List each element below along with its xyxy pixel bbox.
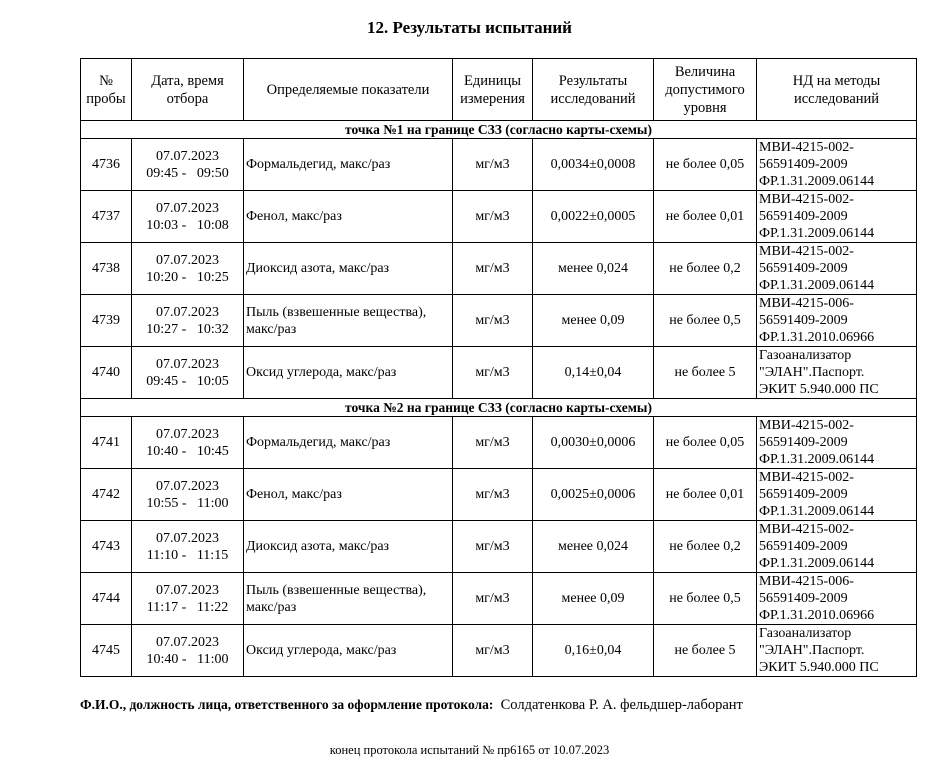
parameter — [244, 573, 453, 625]
result-value: менее 0,09 — [533, 295, 654, 347]
table-row — [81, 469, 917, 521]
header-line: Дата, время — [151, 72, 224, 89]
method-line: 56591409-2009 — [759, 539, 848, 554]
method-line: МВИ-4215-002- — [759, 244, 854, 259]
permissible-level: не более 0,05 — [654, 139, 757, 191]
permissible-level: не более 0,05 — [654, 417, 757, 469]
method-line: ФР.1.31.2009.06144 — [759, 226, 875, 241]
method-reference — [757, 243, 917, 295]
method-line: МВИ-4215-002- — [759, 140, 854, 155]
parameter — [244, 295, 453, 347]
method-line: ФР.1.31.2009.06144 — [759, 556, 875, 571]
header-line: Единицы — [463, 72, 522, 89]
sampling-date: 07.07.2023 — [156, 148, 219, 164]
parameter-line: макс/раз — [246, 321, 297, 337]
permissible-level: не более 5 — [654, 347, 757, 399]
header-line: измерения — [460, 90, 525, 107]
sampling-time: 10:55 - 11:00 — [146, 495, 229, 511]
unit: мг/м3 — [453, 469, 533, 521]
method-line: ФР.1.31.2009.06144 — [759, 452, 875, 467]
header-line: № — [99, 72, 113, 89]
header-methods — [757, 59, 917, 121]
sampling-datetime — [132, 573, 244, 625]
method-line: 56591409-2009 — [759, 487, 848, 502]
permissible-level: не более 0,2 — [654, 243, 757, 295]
header-line: пробы — [86, 90, 126, 107]
parameter-line: Фенол, макс/раз — [246, 487, 342, 502]
header-line: Результаты — [558, 72, 628, 89]
header-sampling-date — [132, 59, 244, 121]
method-reference — [757, 295, 917, 347]
permissible-level: не более 0,5 — [654, 295, 757, 347]
sampling-datetime — [132, 191, 244, 243]
parameter-line: Пыль (взвешенные вещества), — [246, 304, 427, 320]
unit: мг/м3 — [453, 295, 533, 347]
table-row — [81, 347, 917, 399]
sampling-date: 07.07.2023 — [156, 530, 219, 546]
sampling-time: 10:27 - 10:32 — [146, 321, 229, 337]
method-line: ФР.1.31.2009.06144 — [759, 278, 875, 293]
sample-number: 4744 — [81, 573, 132, 625]
method-line: МВИ-4215-006- — [759, 574, 854, 589]
header-line: Величина — [674, 63, 736, 80]
sample-number: 4741 — [81, 417, 132, 469]
method-reference — [757, 417, 917, 469]
method-line: МВИ-4215-006- — [759, 296, 854, 311]
method-line: 56591409-2009 — [759, 261, 848, 276]
sampling-datetime — [132, 295, 244, 347]
protocol-end-note: конец протокола испытаний № пр6165 от 10.07.2023 — [329, 743, 610, 757]
parameter — [244, 243, 453, 295]
header-line: исследований — [550, 90, 636, 107]
method-line: ЭКИТ 5.940.000 ПС — [759, 382, 879, 397]
method-line: ФР.1.31.2010.06966 — [759, 330, 875, 345]
parameter-line: Диоксид азота, макс/раз — [246, 261, 390, 276]
sampling-datetime — [132, 139, 244, 191]
method-line: МВИ-4215-002- — [759, 522, 854, 537]
parameter — [244, 347, 453, 399]
section-title: 12. Результаты испытаний — [367, 18, 572, 37]
unit: мг/м3 — [453, 347, 533, 399]
header-line: исследований — [793, 90, 880, 107]
header-units — [453, 59, 533, 121]
sampling-datetime — [132, 469, 244, 521]
result-value: 0,14±0,04 — [533, 347, 654, 399]
results-table — [80, 58, 917, 677]
method-reference — [757, 625, 917, 677]
header-permissible-level — [654, 59, 757, 121]
responsible-person-value: Солдатенкова Р. А. фельдшер-лаборант — [500, 697, 743, 713]
table-header-row — [81, 59, 917, 121]
sample-number: 4745 — [81, 625, 132, 677]
sampling-date: 07.07.2023 — [156, 304, 219, 320]
parameter — [244, 191, 453, 243]
parameter-line: Оксид углерода, макс/раз — [246, 365, 397, 380]
table-row — [81, 573, 917, 625]
method-line: ФР.1.31.2009.06144 — [759, 504, 875, 519]
method-line: ФР.1.31.2010.06966 — [759, 608, 875, 623]
method-line: МВИ-4215-002- — [759, 192, 854, 207]
sampling-datetime — [132, 521, 244, 573]
table-row — [81, 243, 917, 295]
unit: мг/м3 — [453, 573, 533, 625]
method-line: ФР.1.31.2009.06144 — [759, 174, 875, 189]
permissible-level: не более 0,01 — [654, 191, 757, 243]
method-line: 56591409-2009 — [759, 157, 848, 172]
result-value: 0,0030±0,0006 — [533, 417, 654, 469]
sample-number: 4739 — [81, 295, 132, 347]
section-row — [81, 121, 917, 139]
sampling-time: 11:10 - 11:15 — [146, 547, 229, 563]
method-line: Газоанализатор — [759, 626, 852, 641]
table-row — [81, 625, 917, 677]
parameter-line: Оксид углерода, макс/раз — [246, 643, 397, 658]
responsible-person — [80, 697, 743, 714]
method-line: "ЭЛАН".Паспорт. — [759, 365, 865, 380]
header-parameters — [244, 59, 453, 121]
sampling-date: 07.07.2023 — [156, 582, 219, 598]
header-line: допустимого — [665, 81, 745, 98]
sample-number: 4738 — [81, 243, 132, 295]
section-row — [81, 399, 917, 417]
method-reference — [757, 191, 917, 243]
method-line: МВИ-4215-002- — [759, 470, 854, 485]
table-row — [81, 295, 917, 347]
parameter-line: Формальдегид, макс/раз — [246, 157, 391, 172]
method-reference — [757, 139, 917, 191]
unit: мг/м3 — [453, 625, 533, 677]
sample-number: 4742 — [81, 469, 132, 521]
sample-number: 4737 — [81, 191, 132, 243]
header-line: уровня — [683, 99, 727, 116]
header-line: отбора — [166, 90, 209, 107]
section-label: точка №2 на границе СЗЗ (согласно карты-схемы) — [81, 399, 917, 417]
sampling-datetime — [132, 243, 244, 295]
method-line: "ЭЛАН".Паспорт. — [759, 643, 865, 658]
unit: мг/м3 — [453, 417, 533, 469]
header-sample-number — [81, 59, 132, 121]
parameter-line: Пыль (взвешенные вещества), — [246, 582, 427, 598]
sampling-time: 09:45 - 09:50 — [146, 165, 229, 181]
method-reference — [757, 573, 917, 625]
method-reference — [757, 347, 917, 399]
sampling-date: 07.07.2023 — [156, 200, 219, 216]
sampling-time: 10:40 - 11:00 — [146, 651, 229, 667]
sampling-time: 10:03 - 10:08 — [146, 217, 229, 233]
permissible-level: не более 0,5 — [654, 573, 757, 625]
sampling-time: 10:20 - 10:25 — [146, 269, 229, 285]
sampling-datetime — [132, 347, 244, 399]
sampling-time: 09:45 - 10:05 — [146, 373, 229, 389]
unit: мг/м3 — [453, 191, 533, 243]
parameter — [244, 625, 453, 677]
sample-number: 4740 — [81, 347, 132, 399]
permissible-level: не более 5 — [654, 625, 757, 677]
sample-number: 4743 — [81, 521, 132, 573]
header-line: НД на методы — [792, 72, 881, 89]
result-value: 0,0025±0,0006 — [533, 469, 654, 521]
method-line: 56591409-2009 — [759, 209, 848, 224]
parameter — [244, 417, 453, 469]
table-row — [81, 417, 917, 469]
responsible-person-label: Ф.И.О., должность лица, ответственного за оформление протокола: — [80, 697, 494, 712]
method-line: 56591409-2009 — [759, 313, 848, 328]
result-value: 0,0022±0,0005 — [533, 191, 654, 243]
result-value: менее 0,024 — [533, 521, 654, 573]
result-value: менее 0,024 — [533, 243, 654, 295]
parameter-line: Формальдегид, макс/раз — [246, 435, 391, 450]
method-line: МВИ-4215-002- — [759, 418, 854, 433]
sample-number: 4736 — [81, 139, 132, 191]
section-label: точка №1 на границе СЗЗ (согласно карты-схемы) — [81, 121, 917, 139]
parameter-line: Фенол, макс/раз — [246, 209, 342, 224]
sampling-datetime — [132, 417, 244, 469]
method-line: 56591409-2009 — [759, 591, 848, 606]
parameter — [244, 469, 453, 521]
header-line: Определяемые показатели — [266, 81, 430, 98]
sampling-date: 07.07.2023 — [156, 634, 219, 650]
method-reference — [757, 469, 917, 521]
sampling-date: 07.07.2023 — [156, 426, 219, 442]
unit: мг/м3 — [453, 139, 533, 191]
result-value: 0,0034±0,0008 — [533, 139, 654, 191]
parameter-line: макс/раз — [246, 599, 297, 615]
header-results — [533, 59, 654, 121]
sampling-date: 07.07.2023 — [156, 478, 219, 494]
permissible-level: не более 0,01 — [654, 469, 757, 521]
permissible-level: не более 0,2 — [654, 521, 757, 573]
sampling-datetime — [132, 625, 244, 677]
unit: мг/м3 — [453, 521, 533, 573]
sampling-date: 07.07.2023 — [156, 252, 219, 268]
method-line: ЭКИТ 5.940.000 ПС — [759, 660, 879, 675]
table-row — [81, 191, 917, 243]
method-line: 56591409-2009 — [759, 435, 848, 450]
parameter-line: Диоксид азота, макс/раз — [246, 539, 390, 554]
parameter — [244, 139, 453, 191]
unit: мг/м3 — [453, 243, 533, 295]
method-reference — [757, 521, 917, 573]
result-value: менее 0,09 — [533, 573, 654, 625]
sampling-time: 11:17 - 11:22 — [146, 599, 229, 615]
result-value: 0,16±0,04 — [533, 625, 654, 677]
method-line: Газоанализатор — [759, 348, 852, 363]
table-row — [81, 139, 917, 191]
sampling-date: 07.07.2023 — [156, 356, 219, 372]
parameter — [244, 521, 453, 573]
sampling-time: 10:40 - 10:45 — [146, 443, 229, 459]
table-row — [81, 521, 917, 573]
